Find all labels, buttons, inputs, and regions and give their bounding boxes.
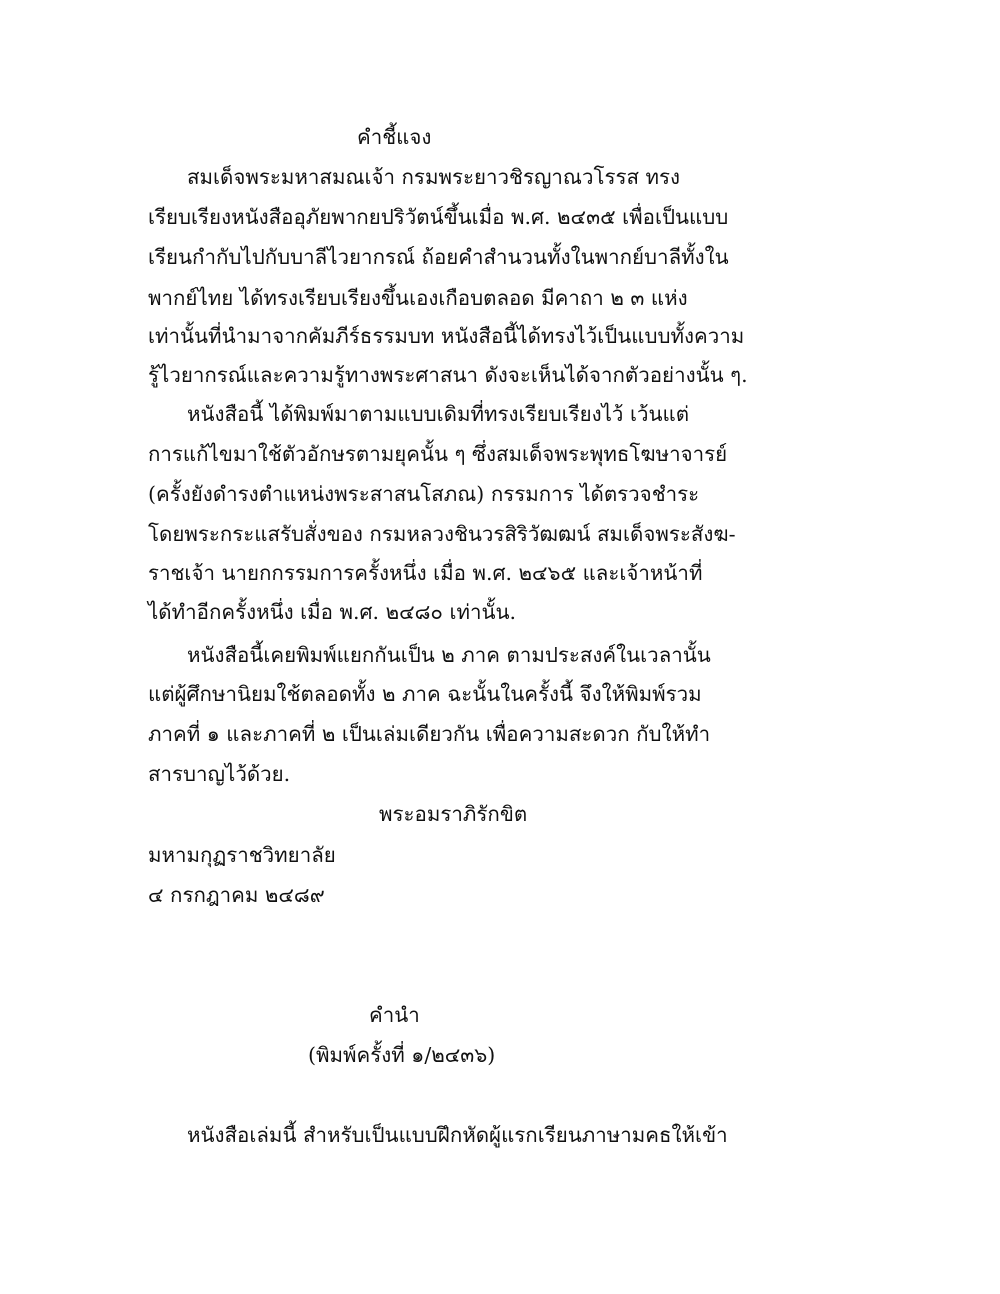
paragraph-2-line-2: การแก้ไขมาใช้ตัวอักษรตามยุคนั้น ๆ ซึ่งสมเด็จพระพุทธโฆษาจารย์: [148, 442, 728, 466]
preface-first-line: หนังสือเล่มนี้ สำหรับเป็นแบบฝึกหัดผู้แรกเรียนภาษามคธให้เข้า: [187, 1123, 728, 1147]
paragraph-3-line-3: ภาคที่ ๑ และภาคที่ ๒ เป็นเล่มเดียวกัน เพื่อความสะดวก กับให้ทำ: [148, 722, 711, 746]
paragraph-3-line-4: สารบาญไว้ด้วย.: [148, 762, 291, 786]
paragraph-3-line-2: แต่ผู้ศึกษานิยมใช้ตลอดทั้ง ๒ ภาค ฉะนั้นในครั้งนี้ จึงให้พิมพ์รวม: [148, 682, 702, 706]
preface-title: คำนำ: [369, 1003, 420, 1027]
paragraph-2-line-4: โดยพระกระแสรับสั่งของ กรมหลวงชินวรสิริวัฒฒน์ สมเด็จพระสังฆ-: [148, 522, 736, 546]
signature-date: ๔ กรกฎาคม ๒๔๘๙: [148, 883, 325, 907]
paragraph-1-line-2: เรียบเรียงหนังสืออุภัยพากยปริวัตน์ขึ้นเมื่อ พ.ศ. ๒๔๓๕ เพื่อเป็นแบบ: [148, 205, 729, 229]
paragraph-2-line-6: ได้ทำอีกครั้งหนึ่ง เมื่อ พ.ศ. ๒๔๘๐ เท่านั้น.: [148, 600, 517, 624]
paragraph-3-line-1: หนังสือนี้เคยพิมพ์แยกกันเป็น ๒ ภาค ตามประสงค์ในเวลานั้น: [187, 643, 711, 667]
institution: มหามกุฏราชวิทยาลัย: [148, 843, 336, 867]
paragraph-1-line-5: เท่านั้นที่นำมาจากคัมภีร์ธรรมบท หนังสือนี้ได้ทรงไว้เป็นแบบทั้งความ: [148, 324, 745, 348]
explanation-title: คำชี้แจง: [357, 125, 432, 149]
paragraph-2-line-1: หนังสือนี้ ได้พิมพ์มาตามแบบเดิมที่ทรงเรียบเรียงไว้ เว้นแต่: [187, 402, 690, 426]
paragraph-1-line-6: รู้ไวยากรณ์และความรู้ทางพระศาสนา ดังจะเห็นได้จากตัวอย่างนั้น ๆ.: [148, 363, 748, 387]
paragraph-2-line-5: ราชเจ้า นายกกรรมการครั้งหนึ่ง เมื่อ พ.ศ. ๒๔๖๕ และเจ้าหน้าที่: [148, 561, 703, 585]
paragraph-1-line-3: เรียนกำกับไปกับบาลีไวยากรณ์ ถ้อยคำสำนวนทั้งในพากย์บาลีทั้งใน: [148, 245, 729, 269]
signature: พระอมราภิรักขิต: [379, 802, 528, 826]
preface-subtitle: (พิมพ์ครั้งที่ ๑/๒๔๓๖): [308, 1043, 496, 1067]
paragraph-1-line-4: พากย์ไทย ได้ทรงเรียบเรียงขึ้นเองเกือบตลอด มีคาถา ๒ ๓ แห่ง: [148, 286, 688, 310]
paragraph-1-line-1: สมเด็จพระมหาสมณเจ้า กรมพระยาวชิรญาณวโรรส ทรง: [187, 165, 681, 189]
paragraph-2-line-3: (ครั้งยังดำรงตำแหน่งพระสาสนโสภณ) กรรมการ ได้ตรวจชำระ: [148, 482, 700, 506]
